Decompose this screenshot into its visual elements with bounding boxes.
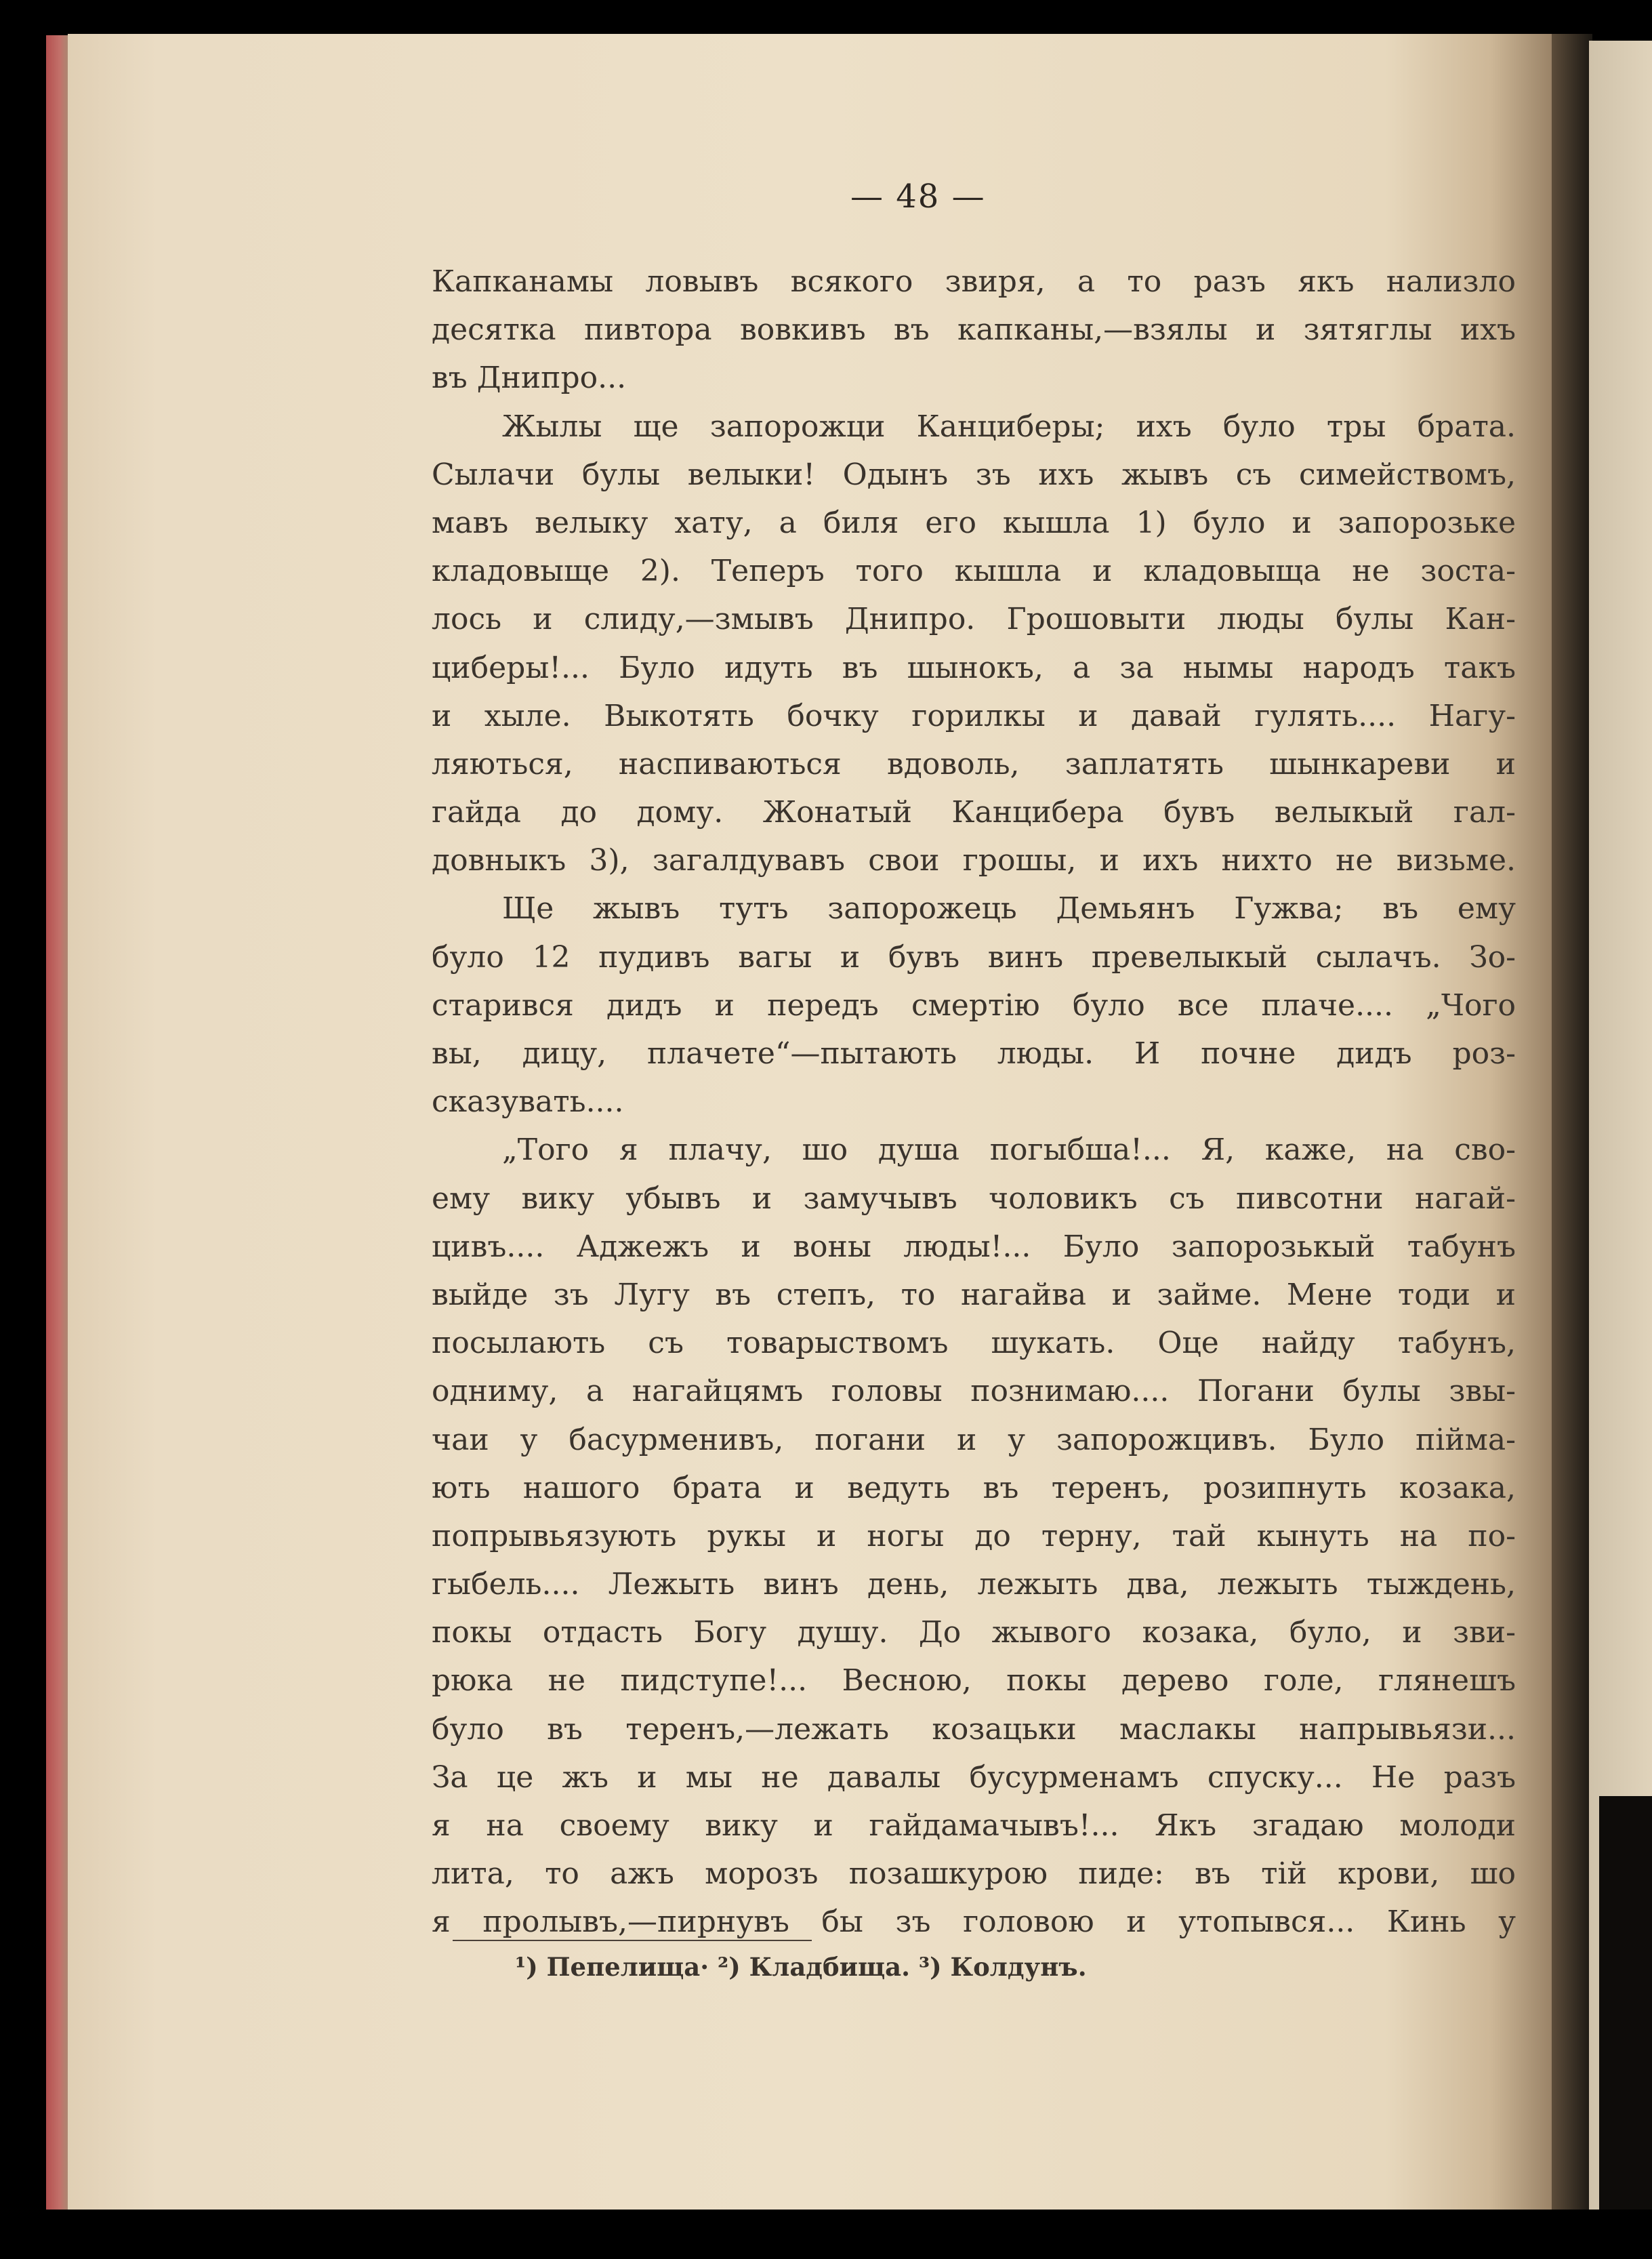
- text-line: Жылы ще запорожци Канциберы; ихъ було тры брата.: [502, 409, 1516, 444]
- gutter-shadow: [1552, 34, 1592, 2230]
- text-line: десятка пивтора вовкивъ въ капканы,—взялы и зятяглы ихъ: [432, 312, 1516, 348]
- text-line: довныкъ 3), загалдувавъ свои грошы, и ихъ нихто не визьме.: [432, 843, 1516, 878]
- text-line: вы, дицу, плачете“—пытають люды. И почне дидъ роз-: [432, 1036, 1516, 1071]
- text-line: мавъ велыку хату, а биля его кышла 1) було и запорозьке: [432, 505, 1516, 540]
- text-line: ляються, наспиваються вдоволь, заплатять шынкареви и: [432, 746, 1516, 781]
- text-line: рюка не пидступе!... Весною, покы дерево голе, глянешъ: [432, 1663, 1516, 1698]
- text-line: попрывьязують рукы и ногы до терну, тай кынуть на по-: [432, 1518, 1516, 1553]
- text-line: лось и слиду,—змывъ Днипро. Грошовыти люды булы Кан-: [432, 602, 1516, 637]
- text-line: сказувать....: [432, 1084, 624, 1120]
- text-line: покы отдасть Богу душу. До жывого козака, було, и зви-: [432, 1615, 1516, 1650]
- adjacent-page-shadow: [1599, 1796, 1652, 2230]
- text-line: було 12 пудивъ вагы и бувъ винъ превелыкый сылачъ. Зо-: [432, 939, 1516, 975]
- footnote: ¹) Пепелища· ²) Кладбища. ³) Колдунъ.: [515, 1952, 1087, 1982]
- scan-bottom-border: [0, 2210, 1652, 2259]
- text-line: Сылачи булы велыки! Одынъ зъ ихъ жывъ съ симействомъ,: [432, 457, 1516, 492]
- text-line: було въ теренъ,—лежать козацьки маслакы напрывьязи...: [432, 1711, 1516, 1747]
- text-line: и хыле. Выкотять бочку горилкы и давай гулять.... Нагу-: [432, 698, 1516, 733]
- text-line: кладовыще 2). Теперъ того кышла и кладовыща не зоста-: [432, 554, 1516, 589]
- page-number: — 48 —: [850, 178, 986, 216]
- text-line: я пролывъ,—пирнувъ бы зъ головою и утопывся... Кинь у: [432, 1905, 1516, 1940]
- text-line: старився дидъ и передъ смертію було все плаче.... „Чого: [432, 988, 1516, 1023]
- text-line: ему вику убывъ и замучывъ чоловикъ съ пивсотни нагай-: [432, 1181, 1516, 1216]
- text-line: я на своему вику и гайдамачывъ!... Якъ згадаю молоди: [432, 1808, 1516, 1843]
- footnote-divider: [453, 1940, 812, 1941]
- book-cover-edge: [46, 35, 69, 2231]
- text-line: ють нашого брата и ведуть въ теренъ, розипнуть козака,: [432, 1470, 1516, 1505]
- text-line: Капканамы ловывъ всякого звиря, а то разъ якъ нализло: [432, 264, 1516, 299]
- text-line: За це жъ и мы не давалы бусурменамъ спуску... Не разъ: [432, 1759, 1516, 1795]
- text-line: въ Днипро...: [432, 361, 627, 396]
- text-line: чаи у басурменивъ, погани и у запорожцивъ. Було пійма-: [432, 1422, 1516, 1457]
- text-line: гайда до дому. Жонатый Канцибера бувъ велыкый гал-: [432, 795, 1516, 830]
- text-line: циберы!... Було идуть въ шынокъ, а за нымы народъ такъ: [432, 650, 1516, 685]
- text-line: цивъ.... Аджежъ и воны люды!... Було запорозькый табунъ: [432, 1229, 1516, 1264]
- text-line: „Того я плачу, шо душа погыбша!... Я, каже, на сво-: [502, 1133, 1516, 1168]
- text-line: гыбель.... Лежыть винъ день, лежыть два, лежыть тыждень,: [432, 1567, 1516, 1602]
- text-line: одниму, а нагайцямъ головы познимаю.... Погани булы звы-: [432, 1374, 1516, 1409]
- text-line: выйде зъ Лугу въ степъ, то нагайва и займе. Мене тоди и: [432, 1277, 1516, 1312]
- body-text: [432, 258, 1516, 1947]
- text-line: лита, то ажъ морозъ позашкурою пиде: въ тій крови, шо: [432, 1856, 1516, 1892]
- text-line: посылають съ товарыствомъ шукать. Оце найду табунъ,: [432, 1326, 1516, 1361]
- text-line: Ще жывъ тутъ запорожець Демьянъ Гужва; въ ему: [502, 891, 1516, 927]
